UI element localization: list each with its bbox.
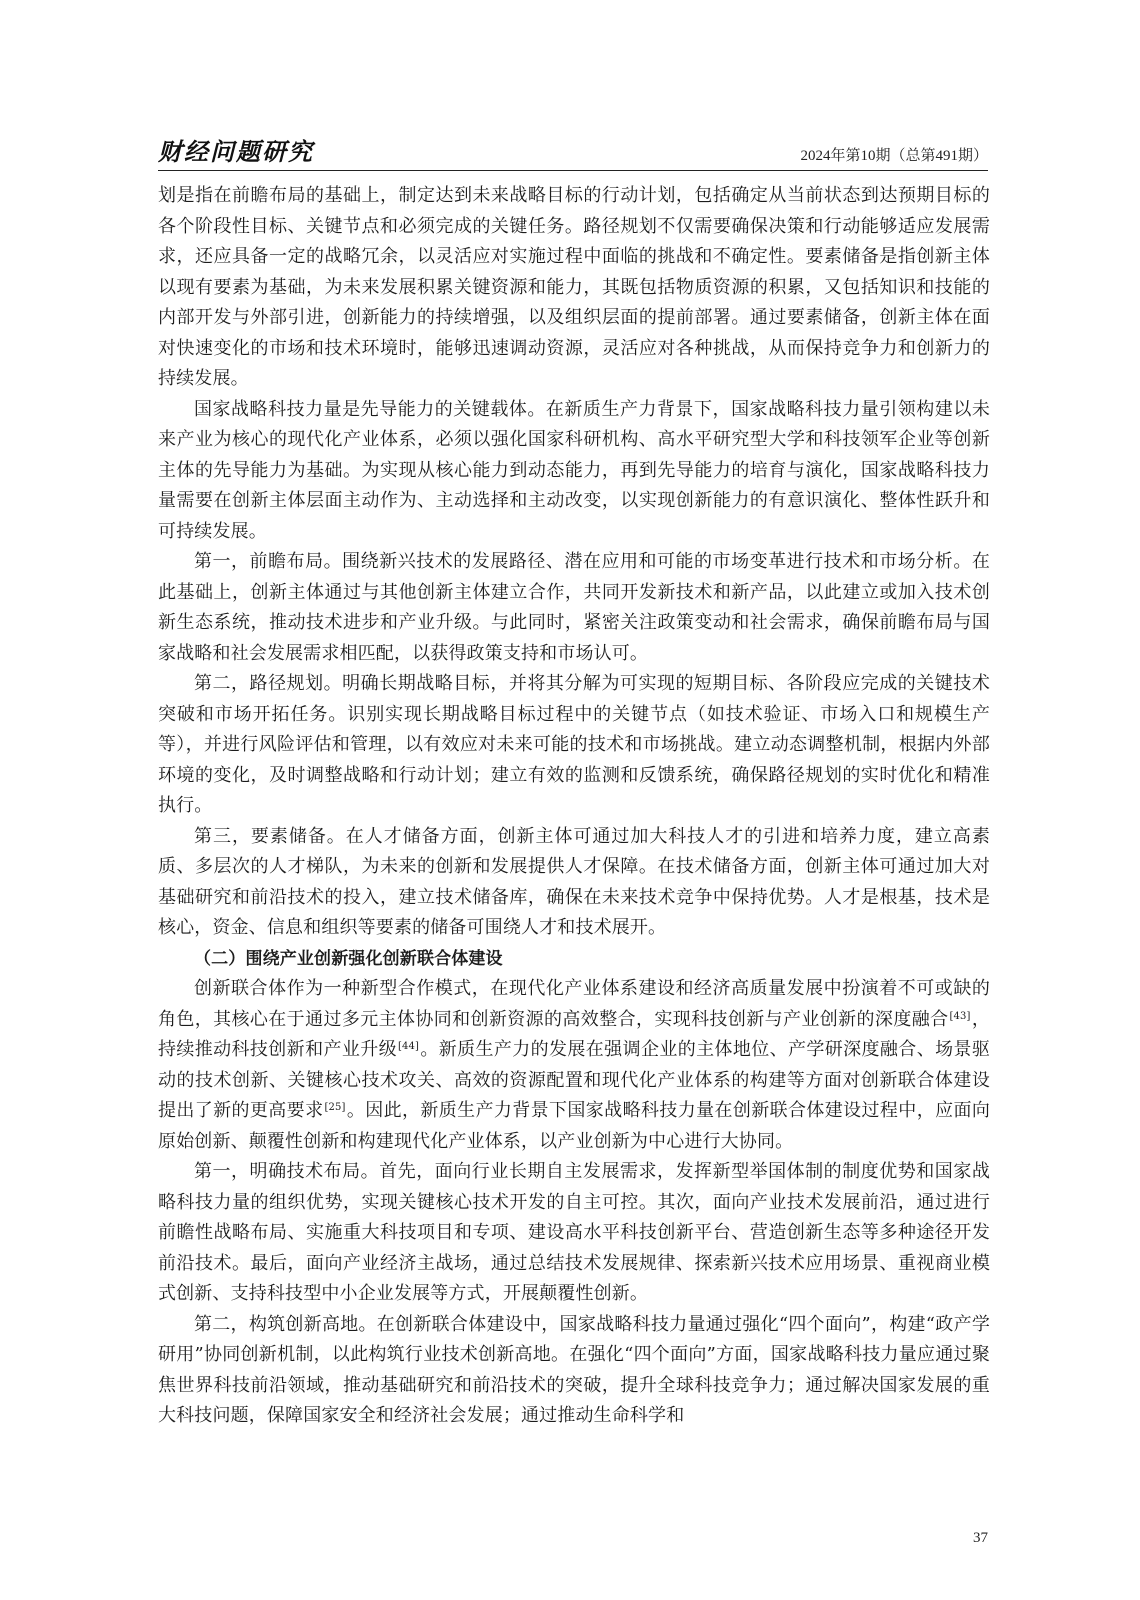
article-body [158,181,990,1432]
paragraph-with-citations [158,974,990,1157]
issue-info: 2024年第10期（总第491期） [800,148,988,164]
paragraph-text: 。因此，新质生产力背景下国家战略科技力量在创新联合体建设过程中，应面向原始创新、颠覆性创新和构建现代化产业体系，以产业创新为中心进行大协同。 [158,1100,990,1152]
paragraph: 第一，明确技术布局。首先，面向行业长期自主发展需求，发挥新型举国体制的制度优势和国家战略科技力量的组织优势，实现关键核心技术开发的自主可控。其次，面向产业技术发展前沿，通过进行前瞻性战略布局、实施重大科技项目和专项、建设高水平科技创新平台、营造创新生态等多种途径开发前沿技术。最后，面向产业经济主战场，通过总结技术发展规律、探索新兴技术应用场景、重视商业模式创新、支持科技型中小企业发展等方式，开展颠覆性创新。 [158,1161,990,1304]
running-header [158,138,988,171]
paragraph-text: ，持续推动科技创新和产业升级 [158,1008,990,1060]
paragraph-text: 创新联合体作为一种新型合作模式，在现代化产业体系建设和经济高质量发展中扮演着不可或缺的角色，其核心在于通过多元主体协同和创新资源的高效整合，实现科技创新与产业创新的深度融合 [158,978,990,1030]
citation-ref[interactable]: [44] [397,1041,420,1052]
page-number: 37 [973,1530,988,1546]
section-heading: （二）围绕产业创新强化创新联合体建设 [194,948,503,969]
paragraph-continuation: 划是指在前瞻布局的基础上，制定达到未来战略目标的行动计划，包括确定从当前状态到达预期目标的各个阶段性目标、关键节点和必须完成的关键任务。路径规划不仅需要确保决策和行动能够适应发展需求，还应具备一定的战略冗余，以灵活应对实施过程中面临的挑战和不确定性。要素储备是指创新主体以现有要素为基础，为未来发展积累关键资源和能力，其既包括物质资源的积累，又包括知识和技能的内部开发与外部引进，创新能力的持续增强，以及组织层面的提前部署。通过要素储备，创新主体在面对快速变化的市场和技术环境时，能够迅速调动资源，灵活应对各种挑战，从而保持竞争力和创新力的持续发展。 [158,185,990,389]
paragraph: 第二，路径规划。明确长期战略目标，并将其分解为可实现的短期目标、各阶段应完成的关键技术突破和市场开拓任务。识别实现长期战略目标过程中的关键节点（如技术验证、市场入口和规模生产等），并进行风险评估和管理，以有效应对未来可能的技术和市场挑战。建立动态调整机制，根据内外部环境的变化，及时调整战略和行动计划；建立有效的监测和反馈系统，确保路径规划的实时优化和精准执行。 [158,673,990,816]
paragraph: 第三，要素储备。在人才储备方面，创新主体可通过加大科技人才的引进和培养力度，建立高素质、多层次的人才梯队，为未来的创新和发展提供人才保障。在技术储备方面，创新主体可通过加大对基础研究和前沿技术的投入，建立技术储备库，确保在未来技术竞争中保持优势。人才是根基，技术是核心，资金、信息和组织等要素的储备可围绕人才和技术展开。 [158,825,990,938]
paragraph: 第二，构筑创新高地。在创新联合体建设中，国家战略科技力量通过强化“四个面向”，构建“政产学研用”协同创新机制，以此构筑行业技术创新高地。在强化“四个面向”方面，国家战略科技力量应通过聚焦世界科技前沿领域，推动基础研究和前沿技术的突破，提升全球科技竞争力；通过解决国家发展的重大科技问题，保障国家安全和经济社会发展；通过推动生命科学和 [158,1313,990,1426]
paragraph: 第一，前瞻布局。围绕新兴技术的发展路径、潜在应用和可能的市场变革进行技术和市场分析。在此基础上，创新主体通过与其他创新主体建立合作，共同开发新技术和新产品，以此建立或加入技术创新生态系统，推动技术进步和产业升级。与此同时，紧密关注政策变动和社会需求，确保前瞻布局与国家战略和社会发展需求相匹配，以获得政策支持和市场认可。 [158,551,990,664]
citation-ref[interactable]: [43] [949,1010,971,1022]
citation-ref[interactable]: [25] [324,1102,346,1113]
paragraph-text: 。新质生产力的发展在强调企业的主体地位、产学研深度融合、场景驱动的技术创新、关键核心技术攻关、高效的资源配置和现代化产业体系的构建等方面对创新联合体建设提出了新的更高要求 [158,1039,990,1121]
paragraph: 国家战略科技力量是先导能力的关键载体。在新质生产力背景下，国家战略科技力量引领构建以未来产业为核心的现代化产业体系，必须以强化国家科研机构、高水平研究型大学和科技领军企业等创新主体的先导能力为基础。为实现从核心能力到动态能力，再到先导能力的培育与演化，国家战略科技力量需要在创新主体层面主动作为、主动选择和主动改变，以实现创新能力的有意识演化、整体性跃升和可持续发展。 [158,398,990,542]
journal-title: 财经问题研究 [158,137,314,166]
